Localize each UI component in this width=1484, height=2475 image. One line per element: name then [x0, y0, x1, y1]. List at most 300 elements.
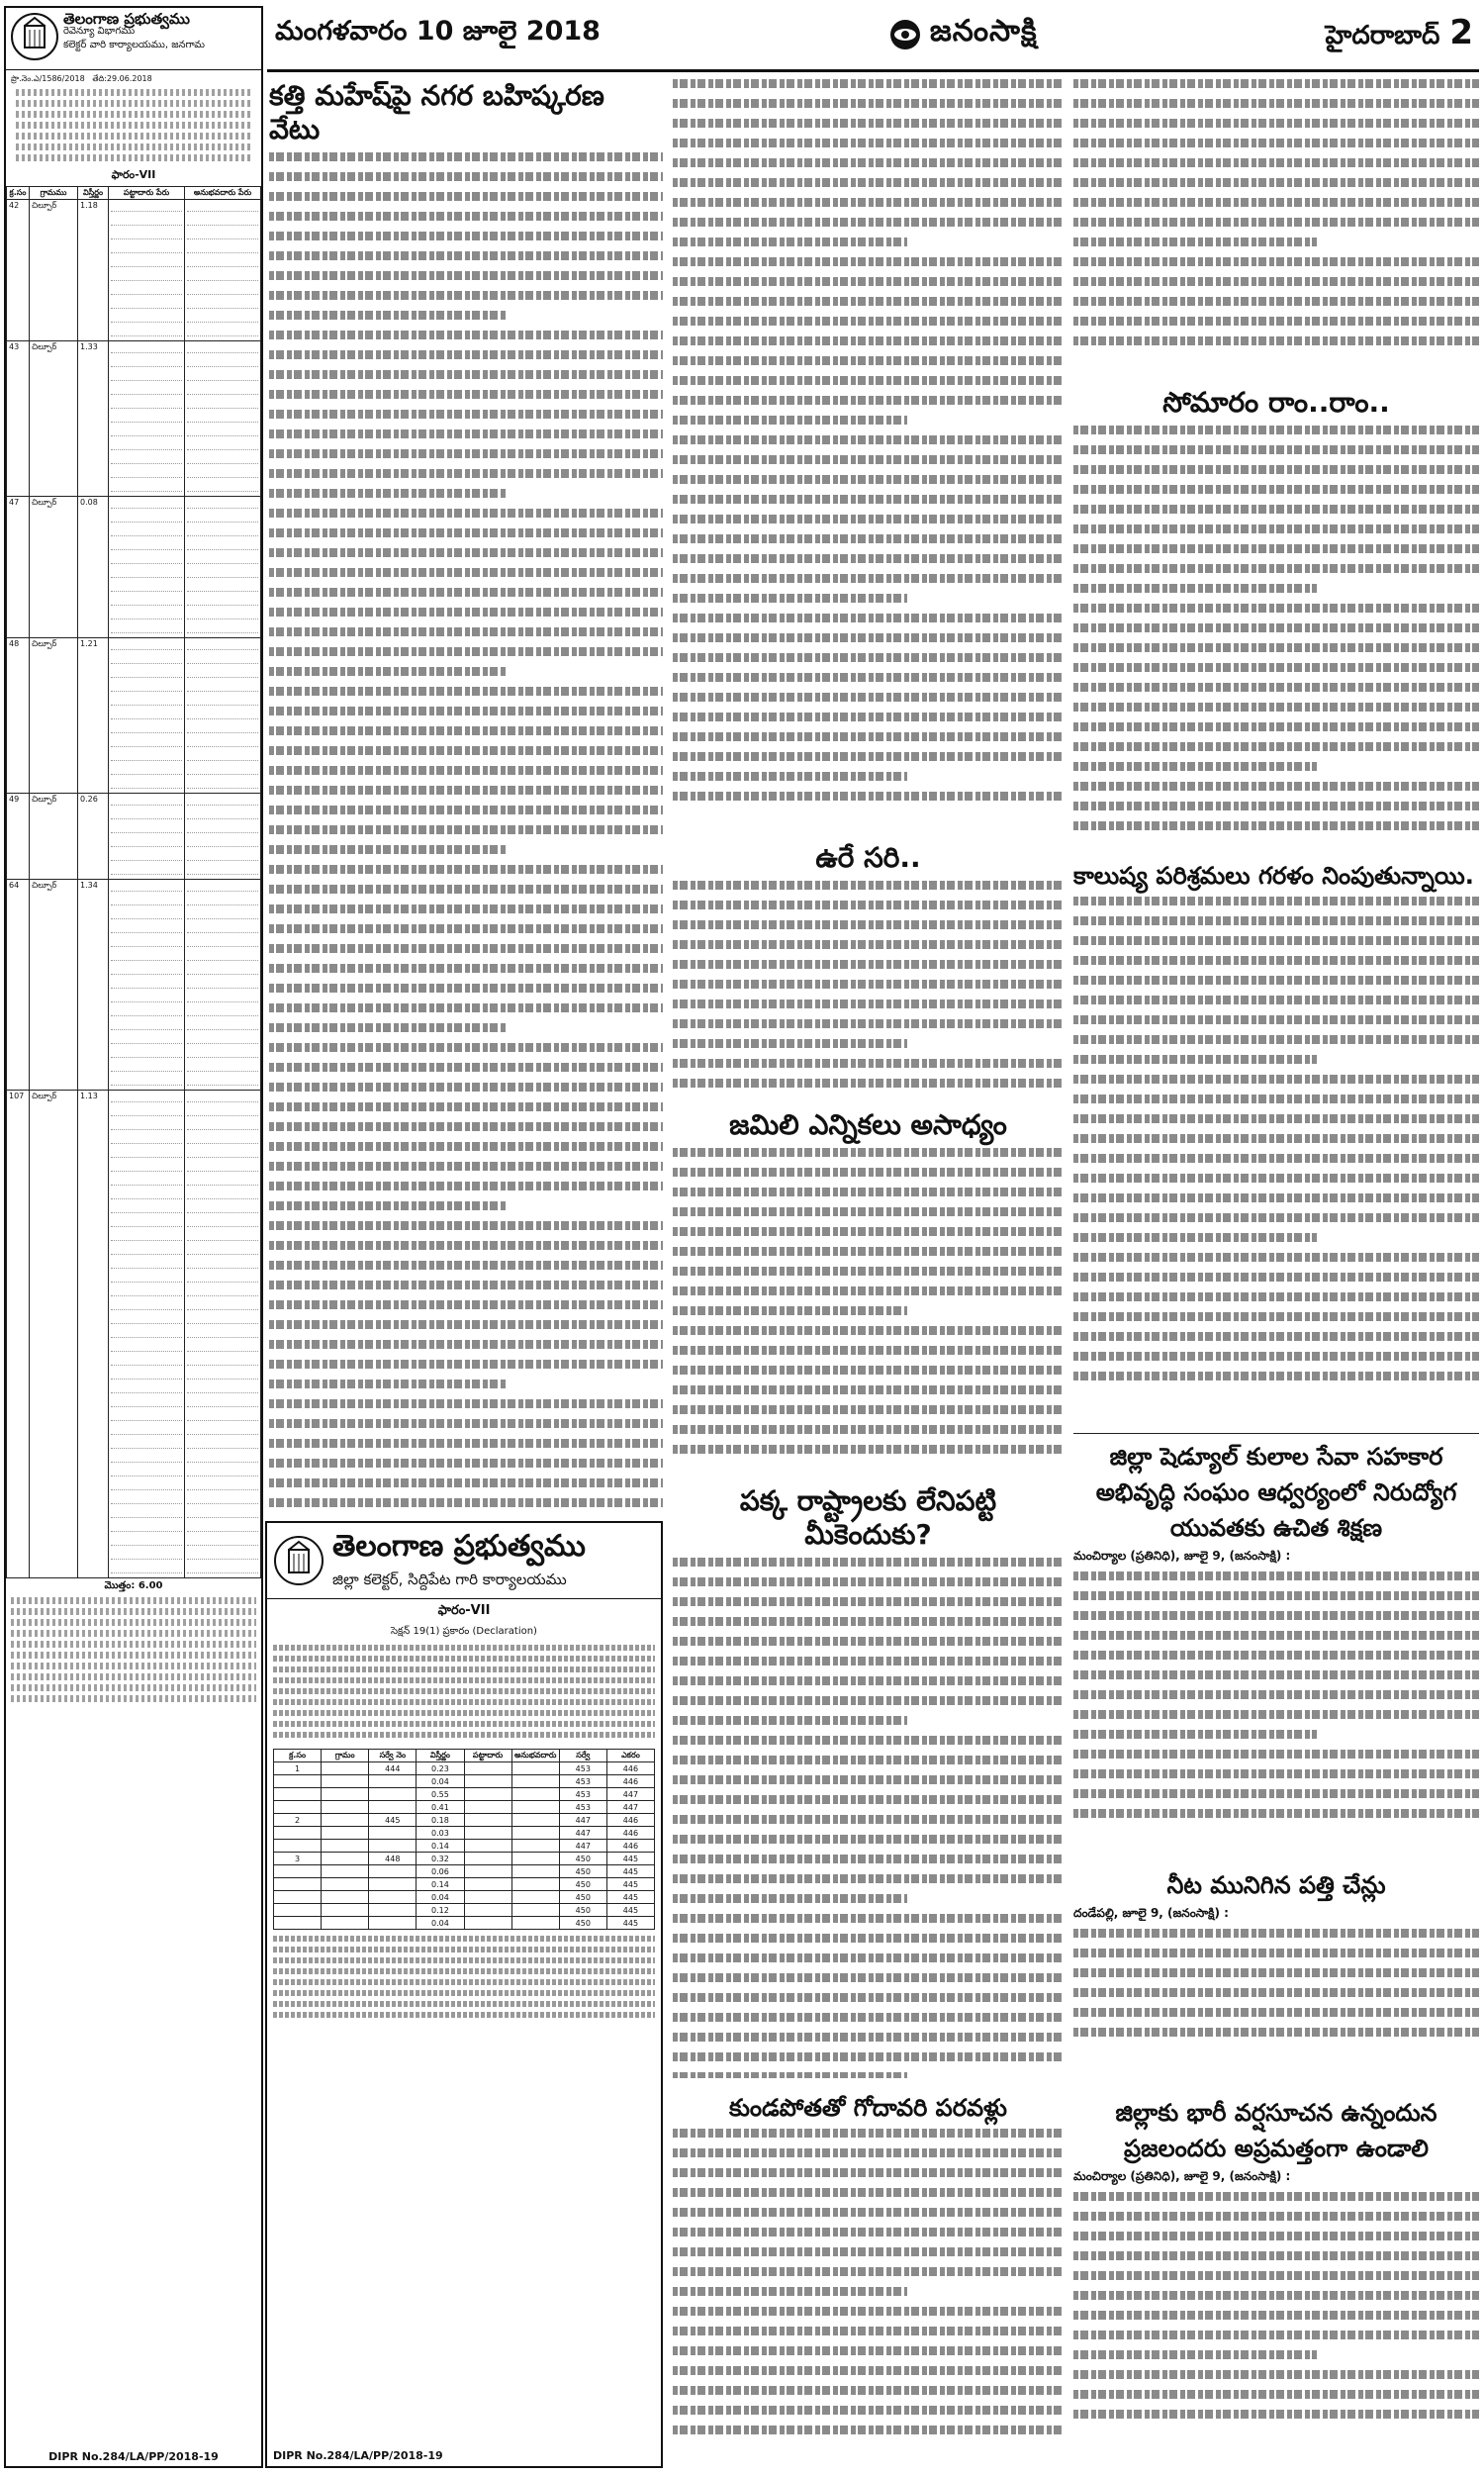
text-line	[1073, 238, 1317, 246]
text-line	[1073, 916, 1479, 925]
text-line	[1073, 1095, 1479, 1103]
text-line	[673, 495, 1064, 504]
article-body	[673, 1148, 1064, 1454]
article-body	[673, 1558, 1064, 2078]
text-line	[673, 238, 907, 246]
text-line	[1073, 524, 1479, 533]
table-cell	[322, 1865, 369, 1878]
text-line	[673, 792, 1064, 801]
text-line	[269, 746, 663, 755]
table-cell: 0.32	[417, 1853, 464, 1865]
table-cell	[511, 1904, 559, 1917]
text-line	[1073, 1651, 1479, 1660]
cell-owner	[109, 497, 185, 638]
text-line	[1073, 2390, 1479, 2399]
text-line	[1073, 2192, 1479, 2201]
text-line	[1073, 1372, 1479, 1380]
text-line	[673, 1247, 1064, 1256]
table-cell	[274, 1917, 322, 1930]
text-line	[269, 1320, 663, 1329]
cell-area: 1.18	[78, 200, 109, 341]
text-line	[269, 1201, 506, 1210]
table-cell	[369, 1827, 417, 1840]
text-line	[673, 139, 1064, 147]
table-cell	[369, 1801, 417, 1814]
text-line	[673, 2406, 1064, 2415]
table-cell	[369, 1788, 417, 1801]
text-line	[269, 984, 663, 993]
text-line	[673, 1657, 1064, 1666]
table-cell	[322, 1840, 369, 1853]
table-cell	[369, 1840, 417, 1853]
table-row	[274, 1814, 655, 1827]
notice-govt-title: తెలంగాణ ప్రభుత్వము	[63, 10, 190, 28]
table-cell	[464, 1840, 511, 1853]
table-cell	[322, 1904, 369, 1917]
text-line	[269, 627, 663, 636]
cell-village: చిల్పూర్	[30, 638, 78, 794]
table-cell	[511, 1853, 559, 1865]
text-line	[673, 1286, 1064, 1295]
text-line	[269, 1102, 663, 1111]
table-cell	[464, 1775, 511, 1788]
text-line	[1073, 317, 1479, 326]
text-line	[673, 416, 907, 425]
text-line	[673, 920, 1064, 929]
text-line	[269, 667, 506, 676]
text-line	[673, 2208, 1064, 2217]
text-line	[1073, 336, 1479, 345]
text-line	[1073, 663, 1479, 672]
ad-col-header: సర్వే	[559, 1750, 606, 1762]
text-line	[673, 1756, 1064, 1764]
table-cell	[511, 1865, 559, 1878]
text-line	[269, 509, 663, 518]
cell-area: 1.21	[78, 638, 109, 794]
table-cell	[511, 1878, 559, 1891]
text-line	[269, 1023, 506, 1032]
notice-dept-line2: కలెక్టర్ వారి కార్యాలయము, జనగామ	[63, 40, 206, 50]
text-line	[1073, 277, 1479, 286]
text-line	[1073, 1750, 1479, 1759]
article-title-line2: ప్రజలందరు అప్రమత్తంగా ఉండాలి	[1124, 2135, 1429, 2162]
text-line	[673, 554, 1064, 563]
text-line	[269, 1142, 663, 1151]
text-line	[673, 1775, 1064, 1784]
table-row	[274, 1840, 655, 1853]
text-line	[269, 232, 663, 240]
text-line	[673, 317, 1064, 326]
text-line	[1073, 802, 1479, 810]
text-line	[269, 786, 663, 795]
table-cell: 446	[606, 1762, 654, 1775]
table-cell: 453	[559, 1801, 606, 1814]
text-line	[1073, 742, 1479, 751]
text-line	[673, 940, 1064, 949]
table-cell	[322, 1762, 369, 1775]
table-cell: 447	[606, 1788, 654, 1801]
table-cell: 450	[559, 1878, 606, 1891]
text-line	[673, 2307, 1064, 2316]
table-cell	[464, 1904, 511, 1917]
edition-label	[1326, 13, 1479, 56]
text-line	[673, 2129, 1064, 2138]
table-cell	[511, 1814, 559, 1827]
text-line	[269, 806, 663, 814]
text-line	[1073, 762, 1317, 771]
text-line	[673, 1835, 1064, 1844]
text-line	[1073, 722, 1479, 731]
text-line	[673, 435, 1064, 444]
table-cell	[464, 1827, 511, 1840]
cell-village: చిల్పూర్	[30, 794, 78, 880]
article-title-line3: యువతకు ఉచిత శిక్షణ	[1169, 1514, 1383, 1542]
text-line	[269, 1300, 663, 1309]
text-line	[673, 1696, 1064, 1705]
text-line	[1073, 2370, 1479, 2379]
table-row	[7, 638, 261, 794]
ad-col-header: సర్వే నెం	[369, 1750, 417, 1762]
article-cotton-fields	[1073, 1870, 1479, 2088]
cell-area: 0.08	[78, 497, 109, 638]
table-cell: 446	[606, 1840, 654, 1853]
text-line	[673, 752, 1064, 761]
cell-occupant	[185, 638, 261, 794]
masthead	[267, 0, 1479, 72]
text-line	[1073, 1988, 1479, 1997]
text-line	[1073, 99, 1479, 108]
article-body	[1073, 1571, 1479, 1818]
table-cell	[322, 1878, 369, 1891]
text-line	[673, 614, 1064, 622]
table-cell	[369, 1865, 417, 1878]
text-line	[1073, 782, 1479, 791]
text-line	[269, 944, 663, 953]
text-line	[1073, 1690, 1479, 1699]
text-line	[1073, 1571, 1479, 1580]
text-line	[1073, 897, 1479, 905]
cell-area: 1.33	[78, 341, 109, 497]
text-line	[673, 732, 1064, 741]
table-row	[274, 1878, 655, 1891]
text-line	[269, 350, 663, 359]
table-cell: 2	[274, 1814, 322, 1827]
cell-village: చిల్పూర్	[30, 1091, 78, 1578]
cell-village: చిల్పూర్	[30, 200, 78, 341]
cell-no: 64	[7, 880, 30, 1091]
table-cell: 0.06	[417, 1865, 464, 1878]
table-cell	[322, 1775, 369, 1788]
table-cell	[322, 1917, 369, 1930]
table-cell: 447	[559, 1814, 606, 1827]
table-row	[274, 1762, 655, 1775]
article-body	[269, 152, 663, 1509]
text-line	[673, 158, 1064, 167]
text-line	[1073, 1253, 1479, 1262]
table-cell: 0.14	[417, 1840, 464, 1853]
text-line	[269, 548, 663, 557]
ad-govt-title: తెలంగాణ ప్రభుత్వము	[332, 1529, 586, 1564]
article-title: కుండపోతతో గోదావరి పరవళ్లు	[729, 2094, 1007, 2122]
table-cell	[464, 1788, 511, 1801]
text-line	[673, 901, 1064, 909]
table-cell	[274, 1878, 322, 1891]
text-line	[1073, 178, 1479, 187]
article-title: జమిలి ఎన్నికలు అసాధ్యం	[729, 1108, 1007, 1141]
text-line	[673, 653, 1064, 662]
article-continuation	[673, 79, 1064, 831]
text-line	[673, 713, 1064, 721]
text-line	[673, 2033, 1064, 2042]
table-row	[274, 1917, 655, 1930]
table-cell: 450	[559, 1891, 606, 1904]
text-line	[673, 594, 907, 603]
text-line	[1073, 465, 1479, 474]
text-line	[269, 1281, 663, 1289]
article-body	[673, 881, 1064, 1088]
text-line	[673, 119, 1064, 128]
text-line	[1073, 1154, 1479, 1163]
text-line	[673, 772, 907, 781]
text-line	[673, 336, 1064, 345]
table-cell: 0.03	[417, 1827, 464, 1840]
table-cell: 0.12	[417, 1904, 464, 1917]
ad-preamble	[267, 1643, 661, 1745]
col-village: గ్రామము	[30, 187, 78, 200]
text-line	[1073, 1035, 1479, 1044]
text-line	[673, 2247, 1064, 2256]
text-line	[269, 489, 506, 498]
text-line	[673, 2072, 907, 2078]
table-cell	[511, 1891, 559, 1904]
eye-logo-icon	[888, 18, 922, 51]
text-line	[269, 1498, 663, 1507]
table-cell	[464, 1865, 511, 1878]
table-cell	[511, 1762, 559, 1775]
table-cell	[322, 1827, 369, 1840]
table-row	[274, 1775, 655, 1788]
cell-owner	[109, 880, 185, 1091]
table-row	[274, 1904, 655, 1917]
text-line	[269, 1083, 663, 1092]
notice-dipr-code: DIPR No.284/LA/PP/2018-19	[48, 2450, 219, 2463]
text-line	[1073, 544, 1479, 553]
text-line	[269, 825, 663, 834]
table-cell	[464, 1801, 511, 1814]
text-line	[1073, 643, 1479, 652]
text-line	[1073, 2331, 1479, 2339]
ad-declaration: సెక్షన్ 19(1) ప్రకారం (Declaration)	[391, 1626, 537, 1637]
cell-occupant	[185, 880, 261, 1091]
center-govt-notice	[265, 1521, 663, 2468]
article-kathi-mahesh	[269, 79, 663, 1509]
table-cell: 0.14	[417, 1878, 464, 1891]
ad-table	[273, 1749, 655, 1930]
paper-name: జనంసాక్షి	[929, 14, 1038, 48]
text-line	[673, 1874, 1064, 1883]
table-row	[7, 880, 261, 1091]
cell-area: 1.34	[78, 880, 109, 1091]
text-line	[269, 331, 663, 339]
table-cell: 450	[559, 1917, 606, 1930]
text-line	[1073, 1949, 1479, 1957]
text-line	[269, 469, 663, 478]
table-row	[274, 1853, 655, 1865]
text-line	[1073, 1273, 1479, 1282]
table-cell	[369, 1775, 417, 1788]
text-line	[673, 475, 1064, 484]
text-line	[1073, 1015, 1479, 1024]
text-line	[673, 1815, 1064, 1824]
table-cell: 447	[559, 1840, 606, 1853]
text-line	[269, 1360, 663, 1369]
text-line	[673, 1637, 1064, 1646]
text-line	[673, 1039, 907, 1048]
text-line	[269, 1003, 663, 1012]
table-cell	[274, 1865, 322, 1878]
article-title: ఉరే సరి..	[815, 841, 921, 874]
text-line	[1073, 426, 1479, 434]
text-line	[673, 1000, 1064, 1008]
table-cell: 445	[606, 1904, 654, 1917]
text-line	[269, 845, 506, 854]
col-area: విస్తీర్ణం	[78, 187, 109, 200]
table-cell	[464, 1891, 511, 1904]
table-cell: 446	[606, 1827, 654, 1840]
table-cell	[322, 1788, 369, 1801]
text-line	[269, 964, 663, 973]
table-cell: 0.23	[417, 1762, 464, 1775]
table-cell	[464, 1917, 511, 1930]
cell-no: 107	[7, 1091, 30, 1578]
text-line	[269, 1261, 663, 1270]
text-line	[673, 1934, 1064, 1943]
table-cell	[274, 1788, 322, 1801]
notice-table	[6, 186, 261, 1578]
ad-col-header: అనుభవదారు	[511, 1750, 559, 1762]
cell-occupant	[185, 497, 261, 638]
text-line	[1073, 2311, 1479, 2320]
table-cell	[274, 1801, 322, 1814]
table-cell	[464, 1878, 511, 1891]
text-line	[673, 376, 1064, 385]
cell-no: 48	[7, 638, 30, 794]
table-cell: 0.04	[417, 1917, 464, 1930]
govt-emblem-icon	[10, 12, 59, 61]
text-line	[673, 1267, 1064, 1276]
text-line	[269, 271, 663, 280]
text-line	[673, 198, 1064, 207]
notice-form-title: ఫారం-VII	[111, 168, 156, 181]
text-line	[673, 1993, 1064, 2002]
text-line	[673, 1597, 1064, 1606]
text-line	[269, 1459, 663, 1468]
table-cell	[369, 1878, 417, 1891]
text-line	[673, 1445, 1064, 1454]
table-cell: 0.55	[417, 1788, 464, 1801]
text-line	[1073, 2008, 1479, 2017]
table-cell: 447	[559, 1827, 606, 1840]
text-line	[673, 1973, 1064, 1982]
text-line	[673, 2287, 907, 2296]
text-line	[269, 449, 663, 458]
cell-village: చిల్పూర్	[30, 341, 78, 497]
cell-owner	[109, 341, 185, 497]
text-line	[673, 693, 1064, 702]
text-line	[673, 99, 1064, 108]
table-cell	[369, 1904, 417, 1917]
text-line	[673, 2188, 1064, 2197]
text-line	[673, 1346, 1064, 1355]
table-row	[7, 341, 261, 497]
cell-occupant	[185, 794, 261, 880]
ad-notes	[267, 1934, 661, 2025]
table-cell	[464, 1762, 511, 1775]
table-cell	[511, 1827, 559, 1840]
text-line	[673, 1306, 907, 1315]
text-line	[269, 152, 663, 161]
article-body	[1073, 1929, 1479, 2037]
text-line	[673, 1227, 1064, 1236]
govt-emblem-icon	[273, 1535, 325, 1586]
text-line	[1073, 1292, 1479, 1301]
cell-village: చిల్పూర్	[30, 880, 78, 1091]
text-line	[673, 2013, 1064, 2022]
text-line	[1073, 1193, 1479, 1202]
text-line	[1073, 2271, 1479, 2280]
table-cell: 3	[274, 1853, 322, 1865]
text-line	[1073, 158, 1479, 167]
article-godavari-floods	[673, 2093, 1064, 2469]
text-line	[673, 2386, 1064, 2395]
ad-form-no: ఫారం-VII	[437, 1603, 491, 1618]
text-line	[1073, 1134, 1479, 1143]
text-line	[673, 218, 1064, 227]
text-line	[269, 1419, 663, 1428]
text-line	[673, 1795, 1064, 1804]
text-line	[269, 528, 663, 537]
text-line	[673, 178, 1064, 187]
text-line	[673, 534, 1064, 543]
text-line	[1073, 1968, 1479, 1977]
text-line	[1073, 1312, 1479, 1321]
text-line	[269, 707, 663, 715]
text-line	[673, 673, 1064, 682]
text-line	[269, 1340, 663, 1349]
edition-city: హైదరాబాద్	[1325, 21, 1440, 50]
text-line	[269, 865, 663, 874]
table-cell: 444	[369, 1762, 417, 1775]
text-line	[673, 1059, 1064, 1068]
text-line	[269, 212, 663, 221]
table-row	[274, 1865, 655, 1878]
table-cell: 450	[559, 1865, 606, 1878]
text-line	[1073, 1114, 1479, 1123]
text-line	[673, 1953, 1064, 1962]
divider	[1073, 1433, 1479, 1434]
cell-occupant	[185, 341, 261, 497]
text-line	[673, 257, 1064, 266]
text-line	[1073, 1233, 1317, 1242]
text-line	[269, 1439, 663, 1448]
article-body	[673, 2129, 1064, 2434]
table-cell: 453	[559, 1762, 606, 1775]
table-cell	[464, 1853, 511, 1865]
text-line	[269, 568, 663, 577]
table-cell: 445	[369, 1814, 417, 1827]
text-line	[269, 390, 663, 399]
text-line	[1073, 445, 1479, 454]
